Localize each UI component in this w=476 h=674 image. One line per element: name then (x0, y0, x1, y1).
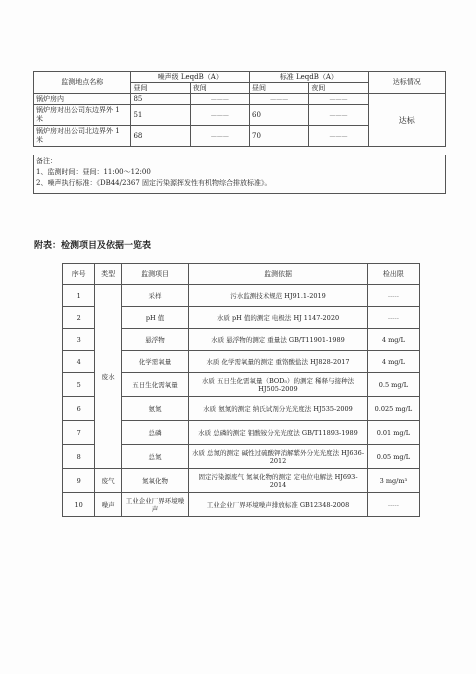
row-limit: 0.01 mg/L (367, 421, 419, 445)
row-no: 9 (63, 469, 95, 493)
col-header-basis: 监测依据 (189, 264, 368, 285)
row-item: pH 值 (121, 307, 188, 329)
notes-box (33, 155, 446, 194)
row-basis: 污水监测技术规范 HJ91.1-2019 (189, 285, 368, 307)
row-night: ——— (190, 126, 249, 147)
header-std-day: 昼间 (250, 83, 309, 94)
row-item: 采样 (121, 285, 188, 307)
row-no: 5 (63, 373, 95, 397)
row-type: 噪声 (95, 493, 122, 517)
type-water: 废水 (95, 285, 122, 469)
row-location: 锅炉房内 (34, 94, 131, 105)
row-std-day: 70 (250, 126, 309, 147)
header-status: 达标情况 (368, 72, 445, 94)
row-limit: 3 mg/m³ (367, 469, 419, 493)
row-item: 五日生化需氧量 (121, 373, 188, 397)
row-basis: 工业企业厂界环境噪声排放标准 GB12348-2008 (189, 493, 368, 517)
row-limit: ----- (367, 307, 419, 329)
row-no: 8 (63, 445, 95, 469)
row-limit: ----- (367, 493, 419, 517)
status-cell: 达标 (368, 94, 445, 147)
header-day: 昼间 (131, 83, 190, 94)
row-no: 7 (63, 421, 95, 445)
row-no: 2 (63, 307, 95, 329)
row-day: 85 (131, 94, 190, 105)
row-limit: 4 mg/L (367, 329, 419, 351)
noise-results-table (33, 71, 446, 147)
row-std-night: ——— (309, 94, 368, 105)
row-location: 锅炉房对出公司北边界外 1 米 (34, 126, 131, 147)
row-std-day: ——— (250, 94, 309, 105)
row-item: 悬浮物 (121, 329, 188, 351)
row-std-night: ——— (309, 105, 368, 126)
row-basis: 水质 总氮的测定 碱性过硫酸钾消解紫外分光光度法 HJ636-2012 (189, 445, 368, 469)
row-item: 氮氧化物 (121, 469, 188, 493)
row-limit: 4 mg/L (367, 351, 419, 373)
row-no: 3 (63, 329, 95, 351)
row-limit: 0.5 mg/L (367, 373, 419, 397)
row-day: 51 (131, 105, 190, 126)
row-std-day: 60 (250, 105, 309, 126)
notes-line-1: 1、监测时间：昼间：11:00～12:00 (36, 168, 151, 176)
col-header-limit: 检出限 (367, 264, 419, 285)
row-basis: 水质 氨氮的测定 纳氏试剂分光光度法 HJ535-2009 (189, 397, 368, 421)
row-no: 4 (63, 351, 95, 373)
row-type: 废气 (95, 469, 122, 493)
row-basis: 水质 化学需氧量的测定 重铬酸盐法 HJ828-2017 (189, 351, 368, 373)
col-header-no: 序号 (63, 264, 95, 285)
header-std-night: 夜间 (309, 83, 368, 94)
header-standard: 标准 LeqdB（A） (250, 72, 369, 83)
header-noise-level: 噪声级 LeqdB（A） (131, 72, 250, 83)
row-item: 工业企业厂界环境噪声 (121, 493, 188, 517)
row-item: 氨氮 (121, 397, 188, 421)
appendix-title: 附表：检测项目及依据一览表 (34, 241, 152, 251)
col-header-item: 监测项目 (121, 264, 188, 285)
row-limit: ----- (367, 285, 419, 307)
row-basis: 水质 总磷的测定 钼酸铵分光光度法 GB/T11893-1989 (189, 421, 368, 445)
notes-label: 备注： (36, 157, 57, 165)
header-location: 监测地点名称 (34, 72, 131, 94)
row-item: 总磷 (121, 421, 188, 445)
appendix-table (62, 263, 420, 517)
row-limit: 0.025 mg/L (367, 397, 419, 421)
row-no: 10 (63, 493, 95, 517)
row-location: 锅炉房对出公司东边界外 1 米 (34, 105, 131, 126)
row-night: ——— (190, 94, 249, 105)
row-no: 6 (63, 397, 95, 421)
row-item: 总氮 (121, 445, 188, 469)
row-no: 1 (63, 285, 95, 307)
row-limit: 0.05 mg/L (367, 445, 419, 469)
row-night: ——— (190, 105, 249, 126)
row-basis: 水质 pH 值的测定 电极法 HJ 1147-2020 (189, 307, 368, 329)
row-basis: 水质 五日生化需氧量（BOD₅）的测定 稀释与接种法 HJ505-2009 (189, 373, 368, 397)
notes-line-2: 2、噪声执行标准：《DB44/2367 固定污染源挥发性有机物综合排放标准》。 (36, 179, 272, 187)
row-basis: 水质 悬浮物的测定 重量法 GB/T11901-1989 (189, 329, 368, 351)
row-day: 68 (131, 126, 190, 147)
row-std-night: ——— (309, 126, 368, 147)
header-night: 夜间 (190, 83, 249, 94)
row-item: 化学需氧量 (121, 351, 188, 373)
col-header-type: 类型 (95, 264, 122, 285)
row-basis: 固定污染源废气 氮氧化物的测定 定电位电解法 HJ693-2014 (189, 469, 368, 493)
